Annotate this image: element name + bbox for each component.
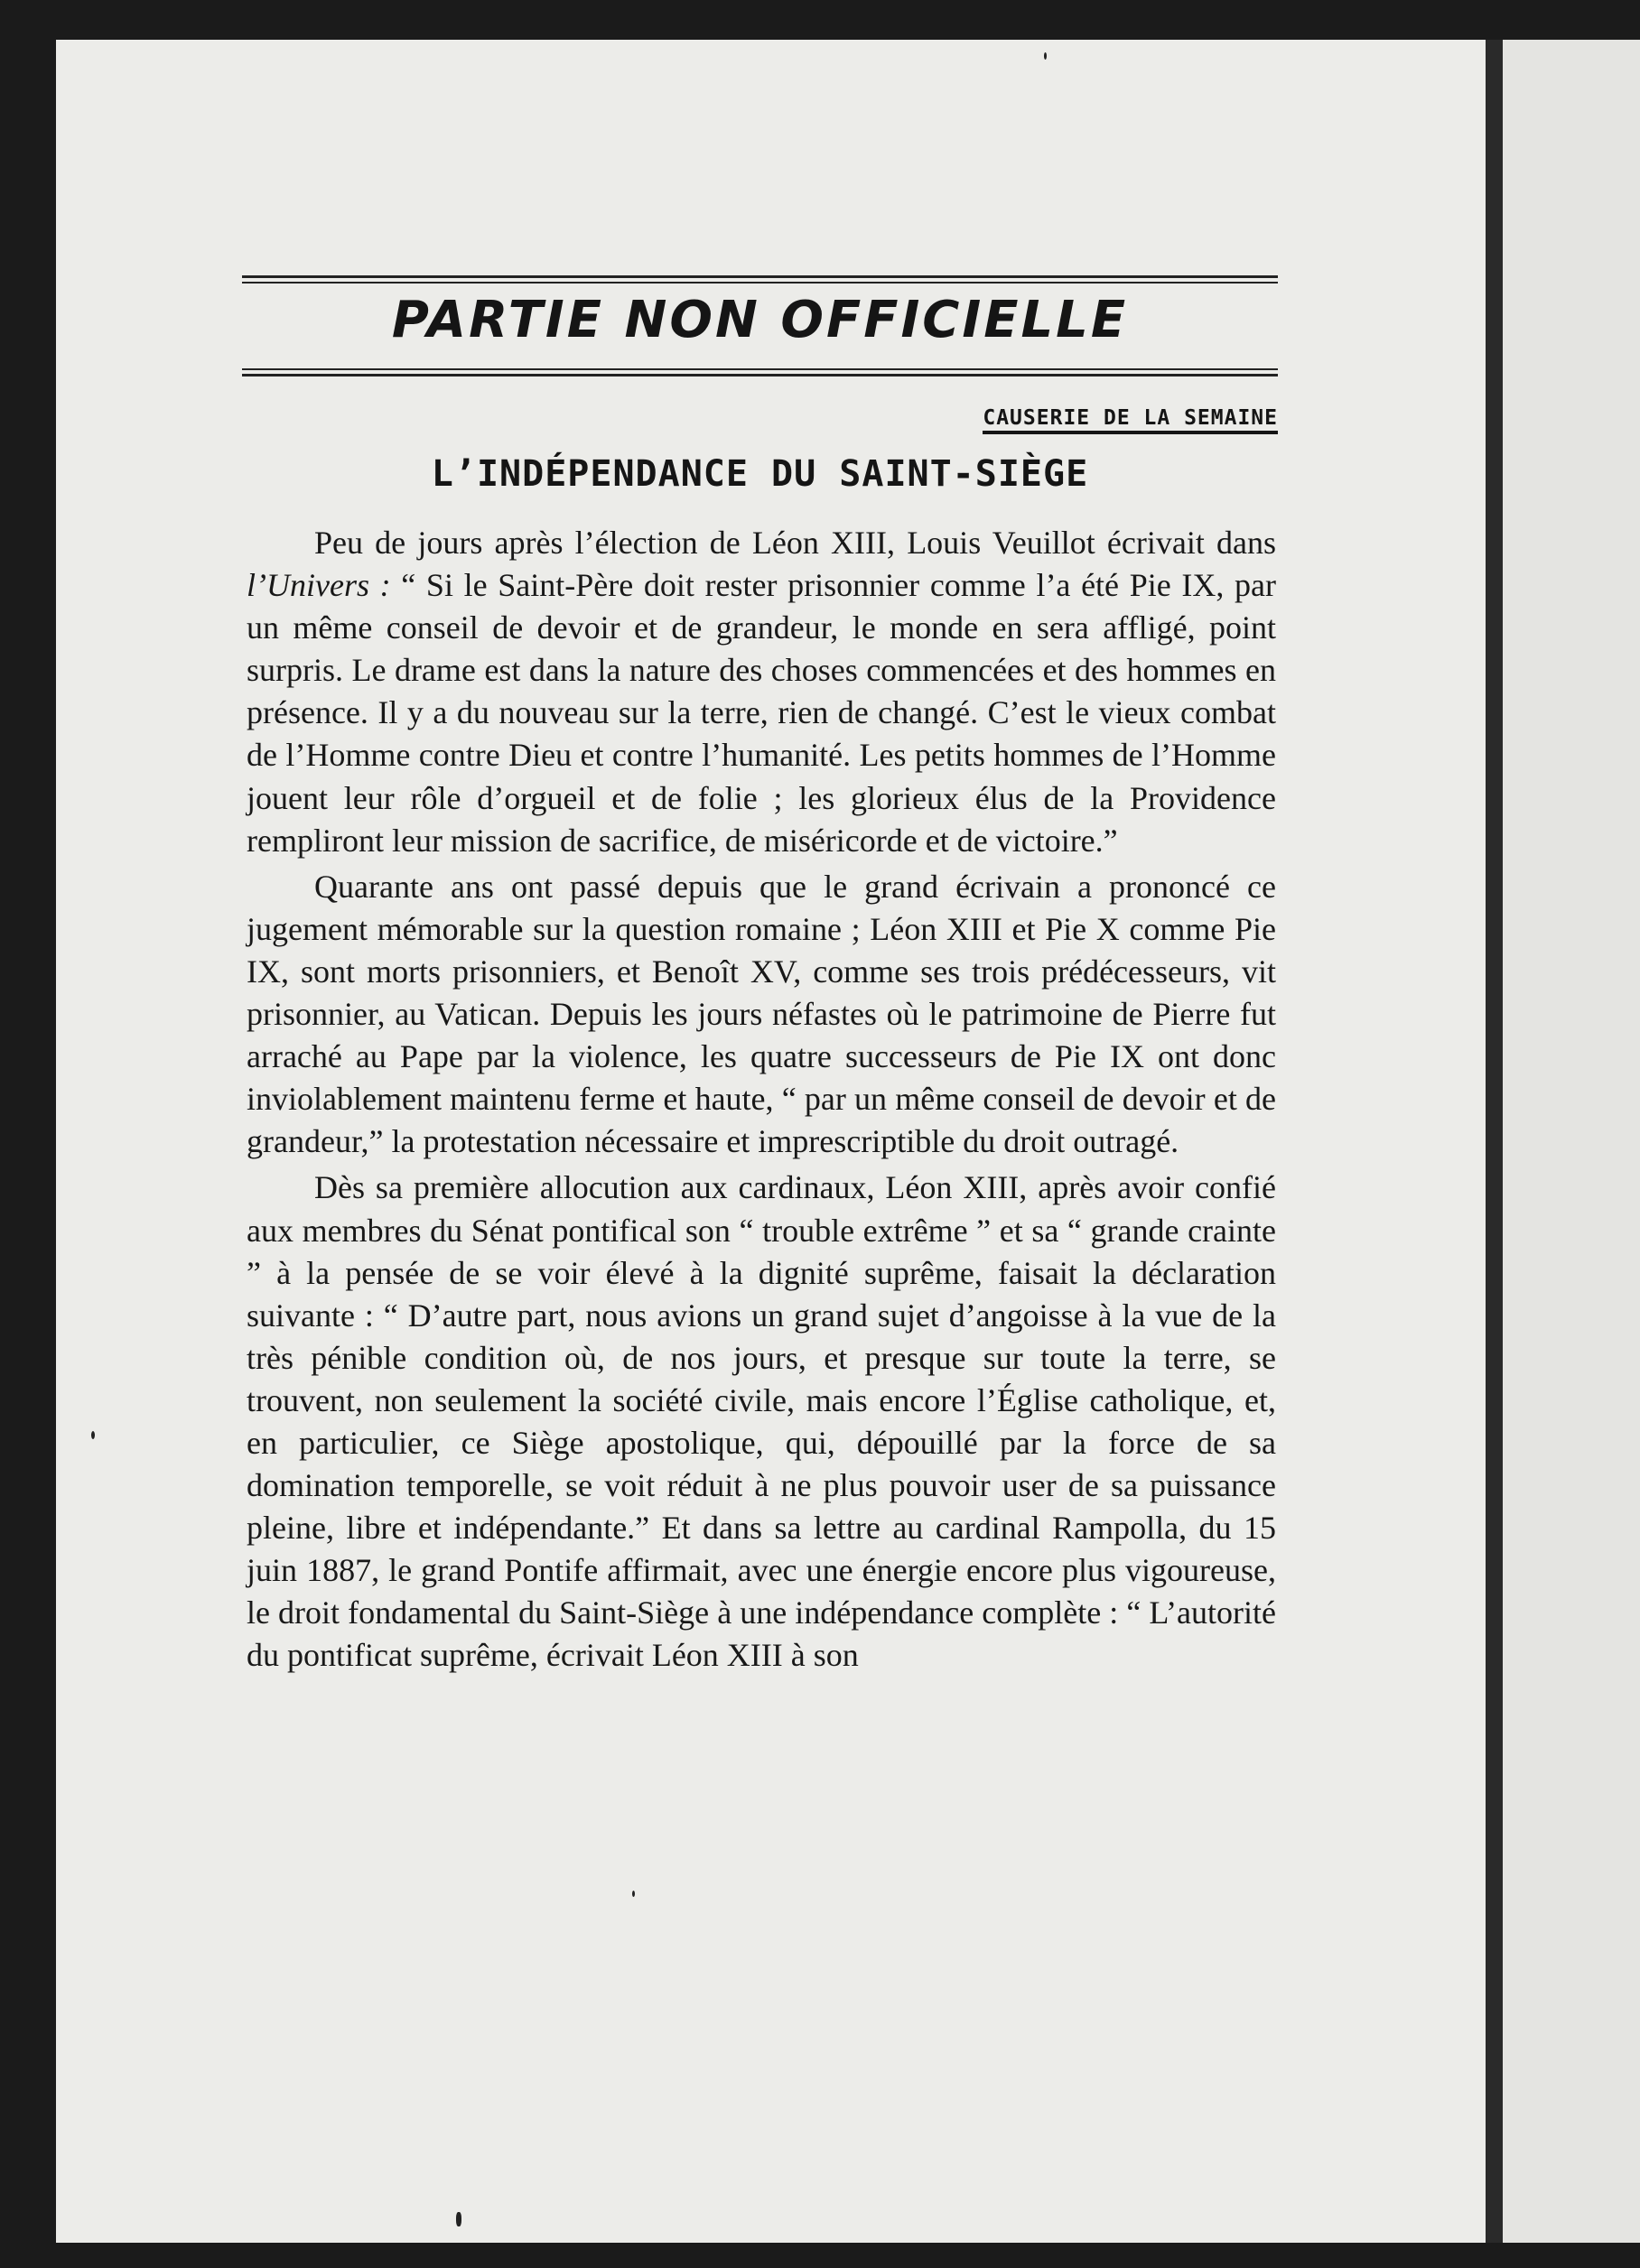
section-title: PARTIE NON OFFICIELLE [391,291,1129,349]
paragraph-3: Dès sa première allocution aux cardinaux, Léon XIII, après avoir confié aux membres du Sénat pontifical son “ trouble extrême ” et sa “ grande crainte ” à la pensée de se voir élevé à la dignité suprême, faisait la déclaration suivante : “ D’autre part, nous avions un grand sujet d’angoisse à la vue de la très pénible condition où, de nos jours, et presque sur toute la terre, se trouvent, non seulement la société civile, mais encore l’Église catholique, et, en particulier, ce Siège apostolique, qui, dépouillé par la force de sa domination temporelle, se voit réduit à ne plus pouvoir user de sa puissance pleine, libre et indépendante.” Et dans sa lettre au cardinal Rampolla, du 15 juin 1887, le grand Pontife affirmait, avec une énergie encore plus vigoureuse, le droit fondamental du Saint-Siège à une indépendance complète : “ L’autorité du pontificat suprême, écrivait Léon XIII à son [247,1169,1276,1674]
scan-speck [1044,52,1047,60]
paragraph-1-start: Peu de jours après l’élection de Léon XIII, Louis Veuillot écrivait dans [314,525,1276,561]
top-double-rule [242,275,1278,287]
bottom-double-rule [242,368,1278,380]
paragraph-1 [247,522,1276,862]
paragraph-1-rest: “ Si le Saint-Père doit rester prisonnier comme l’a été Pie IX, par un même conseil de devoir et de grandeur, le monde en sera affligé, point surpris. Le drame est dans la nature des choses commencées et des hommes en présence. Il y a du nouveau sur la terre, rien de changé. C’est le vieux combat de l’Homme contre Dieu et contre l’humanité. Les petits hommes de l’Homme jouent leur rôle d’orgueil et de folie ; les glorieux élus de la Providence rempliront leur mission de sacrifice, de miséricorde et de victoire.” [247,567,1276,859]
article-title: L’INDÉPENDANCE DU SAINT-SIÈGE [431,453,1089,495]
facing-page-edge [1502,40,1640,2243]
article-body [247,522,1276,1678]
page-gutter-shadow [1483,40,1503,2243]
scan-speck [91,1431,95,1439]
rubric-text: CAUSERIE DE LA SEMAINE [983,406,1278,434]
paragraph-2: Quarante ans ont passé depuis que le grand écrivain a prononcé ce jugement mémorable sur la question romaine ; Léon XIII et Pie X comme Pie IX, sont morts prisonniers, et Benoît XV, comme ses trois prédécesseurs, vit prisonnier, au Vatican. Depuis les jours néfastes où le patrimoine de Pierre fut arraché au Pape par la violence, les quatre successeurs de Pie IX ont donc inviolablement maintenu ferme et haute, “ par un même conseil de devoir et de grandeur,” la protestation nécessaire et imprescriptible du droit outragé. [247,868,1276,1160]
scan-speck [456,2212,461,2226]
scan-speck [632,1891,635,1897]
rubric-label [242,406,1278,430]
newspaper-title: l’Univers : [247,567,391,604]
